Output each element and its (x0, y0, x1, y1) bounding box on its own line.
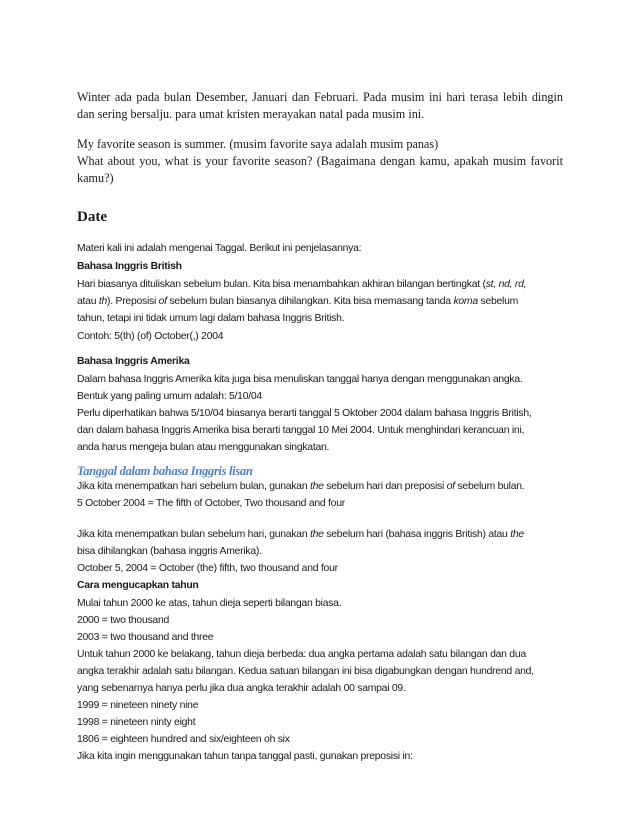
intro-paragraph-winter (77, 89, 563, 123)
word-the: the (309, 481, 324, 492)
british-line-1 (77, 279, 526, 290)
text-span: sebelum hari dan preposisi (323, 481, 447, 492)
text-line: My favorite season is summer. (musim favorite saya adalah musim panas) (77, 137, 439, 151)
year-line-7: 1999 = nineteen ninety nine (77, 700, 199, 711)
word-koma: koma (453, 296, 478, 307)
ordinal-suffixes: st, nd, rd, (485, 279, 527, 290)
spoken-line-4: bisa dihilangkan (bahasa inggris Amerika). (77, 546, 262, 557)
year-line-9: 1806 = eighteen hundred and six/eighteen oh six (77, 734, 290, 745)
text-span: Jika kita menempatkan bulan sebelum hari, gunakan (77, 529, 310, 540)
text-span: Hari biasanya dituliskan sebelum bulan. Kita bisa menambahkan akhiran bilangan bertingkat ( (77, 279, 486, 290)
year-line-6: yang sebenarnya hanya perlu jika dua angka terakhir adalah 00 sampai 09. (77, 683, 406, 694)
preposition-of: of (446, 481, 455, 492)
ordinal-suffix-th: th (98, 296, 108, 307)
british-line-2 (77, 296, 518, 307)
subheading-year: Cara mengucapkan tahun (77, 580, 199, 591)
year-line-8: 1998 = nineteen ninty eight (77, 717, 196, 728)
british-line-3: tahun, tetapi ini tidak umum lagi dalam bahasa Inggris British. (77, 313, 345, 324)
date-intro-text: Materi kali ini adalah mengenai Taggal. Berikut ini penjelasannya: (77, 243, 362, 254)
word-the: the (510, 529, 524, 540)
year-line-5: angka terakhir adalah satu bilangan. Kedua satuan bilangan ini bisa digabungkan dengan hundrend and, (77, 666, 534, 677)
american-line-3: Perlu diperhatikan bahwa 5/10/04 biasanya berarti tanggal 5 Oktober 2004 dalam bahasa Inggris British, (77, 408, 532, 419)
american-line-5: anda harus mengeja bulan atau menggunakan singkatan. (77, 442, 330, 453)
year-line-3: 2003 = two thousand and three (77, 632, 214, 643)
subheading-british: Bahasa Inggris British (77, 261, 182, 272)
section-heading-date: Date (77, 209, 107, 225)
spoken-line-3 (77, 529, 524, 540)
text-line: dan sering bersalju. para umat kristen merayakan natal pada musim ini. (77, 107, 425, 121)
preposition-of: of (158, 296, 167, 307)
subheading-spoken-date: Tanggal dalam bahasa Inggris lisan (77, 464, 253, 478)
american-line-1: Dalam bahasa Inggris Amerika kita juga bisa menuliskan tanggal hanya dengan menggunakan angka. (77, 374, 523, 385)
american-line-2: Bentuk yang paling umum adalah: 5/10/04 (77, 391, 262, 402)
year-line-4: Untuk tahun 2000 ke belakang, tahun dieja berbeda: dua angka pertama adalah satu bilangan dan dua (77, 649, 526, 660)
text-span: ). Preposisi (107, 296, 159, 307)
text-line: Winter ada pada bulan Desember, Januari dan Februari. Pada musim ini hari terasa lebih dingin (77, 90, 563, 104)
intro-paragraph-favorite-season (77, 136, 563, 187)
american-line-4: dan dalam bahasa Inggris Amerika bisa berarti tanggal 10 Mei 2004. Untuk menghindari kerancuan ini, (77, 425, 525, 436)
subheading-american: Bahasa Inggris Amerika (77, 356, 190, 367)
word-the: the (309, 529, 324, 540)
spoken-line-2: 5 October 2004 = The fifth of October, Two thousand and four (77, 498, 345, 509)
year-line-10: Jika kita ingin menggunakan tahun tanpa tanggal pasti, gunakan preposisi in: (77, 751, 413, 762)
text-span: sebelum hari (bahasa inggris British) atau (323, 529, 511, 540)
text-span: sebelum bulan biasanya dihilangkan. Kita bisa memasang tanda (166, 296, 454, 307)
spoken-line-5: October 5, 2004 = October (the) fifth, two thousand and four (77, 563, 338, 574)
year-line-2: 2000 = two thousand (77, 615, 170, 626)
text-span: sebelum bulan. (454, 481, 525, 492)
text-span: atau (77, 296, 99, 307)
spoken-line-1 (77, 481, 524, 492)
text-line: What about you, what is your favorite season? (Bagaimana dengan kamu, apakah musim favorit (77, 154, 563, 168)
year-line-1: Mulai tahun 2000 ke atas, tahun dieja seperti bilangan biasa. (77, 598, 342, 609)
british-example: Contoh: 5(th) (of) October(,) 2004 (77, 331, 224, 342)
text-line: kamu?) (77, 171, 114, 185)
text-span: Jika kita menempatkan hari sebelum bulan, gunakan (77, 481, 310, 492)
text-span: sebelum (477, 296, 519, 307)
